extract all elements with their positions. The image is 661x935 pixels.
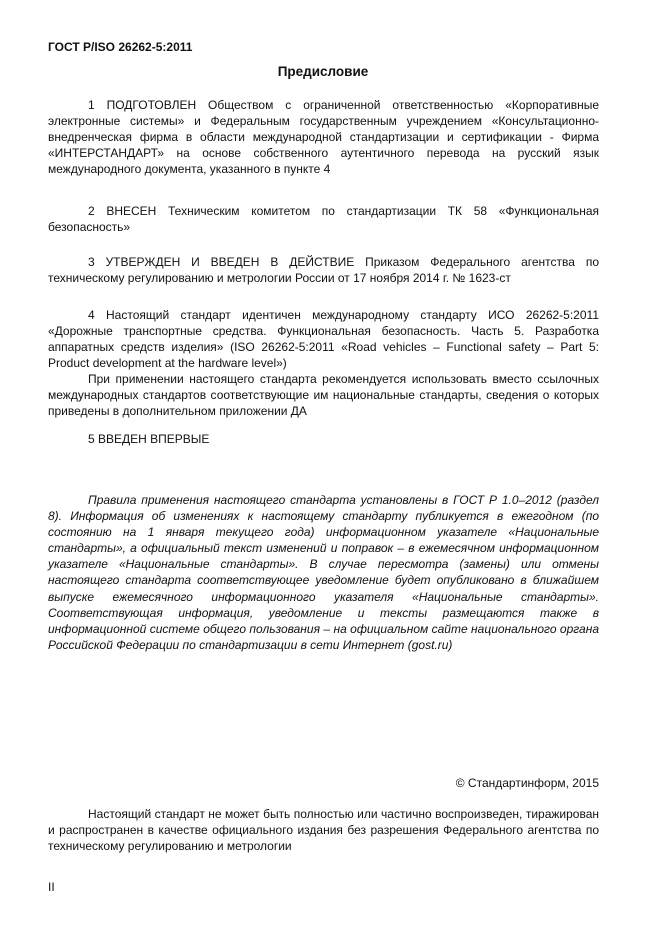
page-number: II	[48, 880, 55, 894]
reproduction-notice: Настоящий стандарт не может быть полностью или частично воспроизведен, тиражирован и распространен в качестве официального издания без разрешения Федерального агентства по техническому регулированию и метрологии	[48, 807, 599, 854]
paragraph-first-introduced: 5 ВВЕДЕН ВПЕРВЫЕ	[88, 432, 210, 446]
paragraph-approved: 3 УТВЕРЖДЕН И ВВЕДЕН В ДЕЙСТВИЕ Приказом Федерального агентства по техническому регулированию и метрологии России от 17 ноября 2014 г. № 1623-ст	[48, 255, 599, 286]
rules-of-application-note: Правила применения настоящего стандарта установлены в ГОСТ Р 1.0–2012 (раздел 8). Информация об изменениях к настоящему стандарту публикуется в ежегодном (по состоянию на 1 января текущего года) информационном указателе «Национальные стандарты», а официальный текст изменений и поправок – в ежемесячном информационном указателе «Национальные стандарты». В случае пересмотра (замены) или отмены настоящего стандарта соответствующее уведомление будет опубликовано в ближайшем выпуске ежемесячного информационного указателя «Национальные стандарты». Соответствующая информация, уведомление и тексты размещаются также в информационной системе общего пользования – на официальном сайте национального органа Российской Федерации по стандартизации в сети Интернет (gost.ru)	[48, 493, 599, 652]
paragraph-national-standards-note: При применении настоящего стандарта рекомендуется использовать вместо ссылочных международных стандартов соответствующие им национальные стандарты, сведения о которых приведены в дополнительном приложении ДА	[48, 372, 599, 419]
page-title: Предисловие	[277, 64, 369, 79]
paragraph-introduced-by: 2 ВНЕСЕН Техническим комитетом по стандартизации ТК 58 «Функциональная безопасность»	[48, 204, 599, 235]
document-code-header: ГОСТ Р/ISO 26262-5:2011	[48, 40, 193, 54]
paragraph-identical-standard: 4 Настоящий стандарт идентичен международному стандарту ИСО 26262-5:2011 «Дорожные транспортные средства. Функциональная безопасность. Часть 5. Разработка аппаратных средств изделия» (ISO 26262-5:2011 «Road vehicles – Functional safety – Part 5: Product development at the hardware level»)	[48, 308, 599, 371]
copyright-notice: © Стандартинформ, 2015	[455, 776, 599, 790]
paragraph-prepared-by: 1 ПОДГОТОВЛЕН Обществом с ограниченной ответственностью «Корпоративные электронные системы» и Федеральным государственным учреждением «Консультационно-внедренческая фирма в области международной стандартизации и сертификации - Фирма «ИНТЕРСТАНДАРТ» на основе собственного аутентичного перевода на русский язык международного документа, указанного в пункте 4	[48, 98, 599, 177]
